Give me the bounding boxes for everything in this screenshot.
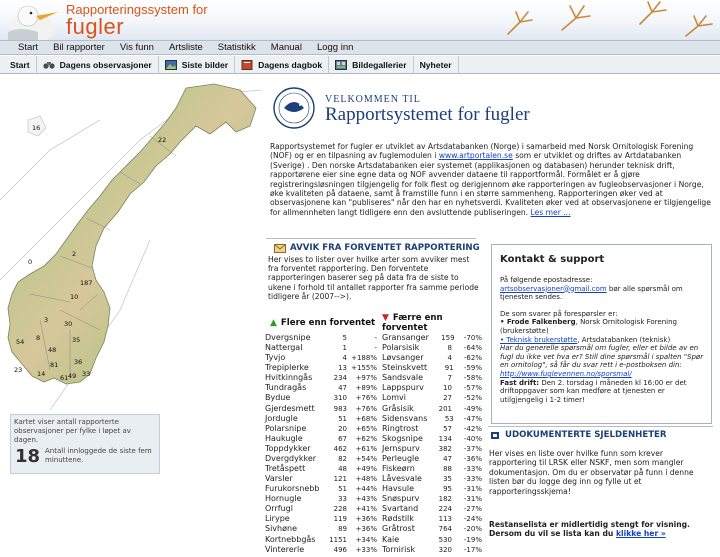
deviation-percent: -33% — [463, 465, 482, 474]
report-count: 134 — [438, 434, 452, 443]
table-row[interactable] — [382, 474, 482, 484]
map-count: 61 — [60, 374, 69, 382]
less-than-expected-header — [382, 313, 462, 333]
avvik-section-title — [274, 243, 480, 253]
map-count: 14 — [37, 370, 46, 378]
species-name[interactable]: Gransanger — [382, 333, 429, 342]
report-count: 35 — [443, 475, 452, 484]
species-name[interactable]: Gråsisik — [382, 403, 414, 413]
map-count: 16 — [32, 124, 41, 132]
gallery-icon — [335, 60, 347, 70]
deviation-percent: -49% — [463, 404, 482, 413]
udok-section-title — [490, 430, 667, 440]
menu-manual[interactable]: Manual — [270, 42, 302, 53]
deviation-percent: +49% — [355, 465, 377, 474]
site-title-top: Rapporteringssystem for — [66, 2, 208, 17]
deviation-percent: -20% — [463, 525, 482, 534]
deviation-percent: +36% — [355, 515, 377, 524]
report-count: 51 — [338, 414, 347, 423]
submenu-dagens-observasjoner[interactable] — [37, 56, 159, 74]
table-row[interactable] — [382, 424, 482, 434]
more-than-expected-header — [270, 318, 375, 328]
species-name[interactable]: Lappspurv — [382, 383, 424, 393]
report-count: 4 — [447, 354, 452, 363]
table-row[interactable] — [265, 464, 377, 474]
more-than-expected-table — [265, 333, 377, 555]
table-row[interactable] — [265, 343, 377, 353]
map-count: 81 — [50, 361, 59, 369]
udok-description: Her vises en liste over hvilke funn som krever rapportering til LRSK eller NSKF, men som mangler dokumentasjon. Om du er observatør på funn i denne listen bør du logge deg inn og fylle ut et rapporteringsskjema! — [489, 449, 694, 496]
species-name[interactable]: Ringtrost — [382, 423, 419, 433]
intro-text — [270, 142, 712, 217]
table-row[interactable] — [382, 353, 482, 363]
report-count: 983 — [333, 404, 347, 413]
species-name[interactable]: Haukugle — [265, 433, 303, 443]
deviation-percent: - — [374, 334, 377, 342]
report-count: 13 — [338, 364, 347, 373]
menu-vis-funn[interactable]: Vis funn — [119, 42, 154, 53]
arrow-down-icon: ▼ — [382, 313, 389, 323]
deviation-percent: -17% — [463, 545, 482, 554]
contact-italic: Har du generelle spørsmål om fugler, eller et bilde av en fugl du ikke vet hva er? Still dine spørsmål i spalten "Spør en ornitolog", så får du svar rett i e-postboksen din: — [500, 344, 704, 370]
report-count: 182 — [438, 495, 452, 504]
submenu-label: Bildegallerier — [352, 59, 407, 70]
report-count: 496 — [333, 545, 347, 554]
contact-forum-intro: De som svarer på forespørsler er: — [500, 309, 618, 318]
report-count: 91 — [444, 364, 454, 373]
species-name[interactable]: Jernspurv — [382, 443, 420, 453]
map-count: 33 — [82, 370, 91, 378]
species-name[interactable]: Låvesvale — [382, 474, 422, 484]
report-count: 20 — [338, 424, 347, 433]
species-name[interactable]: Fiskeørn — [382, 464, 415, 474]
table-row[interactable] — [382, 444, 482, 454]
report-count: 57 — [443, 424, 452, 433]
deviation-percent: -59% — [463, 364, 482, 373]
table-row[interactable] — [265, 434, 377, 444]
species-name[interactable]: Vintererle — [265, 544, 305, 554]
report-count: 382 — [438, 444, 452, 453]
table-row[interactable] — [265, 393, 377, 403]
report-count: 530 — [438, 535, 452, 544]
table-row[interactable] — [382, 504, 482, 514]
report-count: 67 — [338, 434, 347, 443]
read-more-link[interactable]: Les mer ... — [530, 207, 571, 217]
report-count: 95 — [443, 485, 452, 494]
species-name[interactable]: Sidensvans — [382, 413, 428, 423]
welcome-title: Rapportsystemet for fugler — [325, 104, 530, 125]
report-count: 113 — [438, 515, 452, 524]
submenu-start[interactable]: Start — [4, 56, 37, 74]
report-count: 10 — [443, 384, 452, 393]
submenu-bildegallerier[interactable] — [329, 56, 413, 74]
report-count: 310 — [333, 394, 347, 403]
divider — [488, 426, 713, 427]
species-name[interactable]: Perleugle — [382, 453, 420, 463]
table-row[interactable] — [265, 504, 377, 514]
report-count: 121 — [333, 475, 347, 484]
contact-person2-role: , Artsdatabanken (teknisk) — [577, 335, 671, 344]
udok-note — [489, 520, 711, 539]
deviation-percent: -27% — [463, 505, 482, 514]
arrow-up-icon: ▲ — [270, 318, 277, 328]
contact-body — [500, 276, 706, 404]
table-row[interactable] — [382, 464, 482, 474]
table-row[interactable] — [265, 363, 377, 373]
online-count: 18 — [15, 446, 41, 467]
table-row[interactable] — [265, 333, 377, 343]
report-count: 27 — [443, 394, 452, 403]
report-count: 8 — [447, 344, 452, 353]
table-row[interactable] — [382, 383, 482, 393]
species-name[interactable]: Bydue — [265, 393, 291, 403]
species-name[interactable]: Hvitkinngås — [265, 373, 313, 383]
less-than-expected-table — [382, 333, 482, 555]
contact-email-intro: På følgende epostadresse: — [500, 276, 593, 284]
table-row[interactable] — [265, 383, 377, 393]
site-title-main: fugler — [66, 14, 125, 39]
deviation-percent: +76% — [355, 394, 377, 403]
online-count-label: Antall innloggede de siste fem minuttene. — [45, 447, 152, 464]
table-row[interactable] — [265, 373, 377, 383]
deviation-percent: +188% — [351, 354, 377, 363]
map-count: 10 — [70, 293, 79, 301]
site-header — [0, 0, 720, 40]
report-count: 228 — [333, 505, 347, 514]
fuglevennen-link[interactable]: http://www.fuglevennen.no/sporsmal/ — [500, 369, 632, 378]
species-name[interactable]: Tornirisk — [382, 544, 416, 554]
deviation-percent: +41% — [355, 505, 377, 514]
table-row[interactable] — [382, 434, 482, 444]
table-row[interactable] — [382, 494, 482, 504]
table-row[interactable] — [265, 484, 377, 494]
species-name[interactable]: Sandsvale — [382, 373, 424, 383]
deviation-percent: -33% — [463, 475, 482, 484]
report-count: 119 — [333, 515, 347, 524]
map-count: 187 — [80, 279, 93, 287]
submenu-nyheter[interactable] — [414, 56, 459, 74]
intro-part2: som er utviklet og driftes av Artdatabanken (Sverige) . Den norske Artsdatabanken eier systemet (applikasjonen og databasen) herunder teknisk drift, rapportørene eier sine egne data og NOF avvender dataene til rapportformål. Formålet er å gjøre registreringsløsningen tilgjengelig for folk flest og derigjennom øke rapporteringen av fugleobservasjoner i Norge, øke kvaliteten på dataene, samt å framstille funn i en større sammenheng. Rapporteringen øker ved at observasjonene kan "publiseres" når den har en nyhetsverdi. Kvaliteten øker ved at observasjonene er tilgjengelige for allmennheten langt tidligere enn den avsluttende publiseringen. — [270, 151, 711, 217]
envelope-icon — [274, 244, 286, 253]
deviation-percent: -40% — [463, 434, 482, 443]
deviation-percent: +36% — [355, 525, 377, 534]
less-header-label: Færre enn forventet — [382, 313, 443, 333]
report-count: 51 — [338, 485, 347, 494]
deviation-percent: +155% — [351, 364, 377, 373]
map-count: 36 — [74, 358, 83, 366]
avvik-description: Her vises to lister over hvilke arter som avviker mest fra forventet rapportering. Den forventete rapporteringen baserer seg på data fra de siste to ukene i forhold til antallet rapporter fra samme periode tidligere år (2007-->). — [268, 255, 479, 301]
species-name[interactable]: Skogsnipe — [382, 433, 423, 443]
species-name[interactable]: Hornugle — [265, 494, 302, 504]
bullet-icon — [490, 431, 500, 440]
deviation-percent: -58% — [463, 374, 482, 383]
deviation-percent: -47% — [463, 414, 482, 423]
menu-statistikk[interactable]: Statistikk — [217, 42, 256, 53]
map-info-box — [10, 414, 160, 474]
deviation-percent: +43% — [355, 495, 377, 504]
contact-email-link[interactable]: artsobservasjoner@gmail.com — [500, 284, 607, 293]
submenu-dagens-dagbok[interactable] — [235, 56, 329, 74]
deviation-percent: +44% — [355, 485, 377, 494]
species-name[interactable]: Kaie — [382, 534, 400, 544]
artportalen-link[interactable]: www.artportalen.se — [438, 151, 513, 161]
submenu-label: Siste bilder — [181, 59, 229, 70]
deviation-percent: -31% — [463, 495, 482, 504]
species-name[interactable]: Sivhøne — [265, 524, 297, 534]
report-count: 88 — [443, 465, 452, 474]
image-icon — [165, 60, 177, 70]
species-name[interactable]: Kortnebbgås — [265, 534, 316, 544]
map-count: 49 — [68, 372, 77, 380]
deviation-percent: +65% — [355, 424, 377, 433]
contact-email-suffix: bør alle spørsmål om tjenesten sendes. — [500, 284, 683, 302]
report-count: 224 — [438, 505, 452, 514]
species-name[interactable]: Polarsnipe — [265, 423, 307, 433]
deviation-percent: +34% — [355, 535, 377, 544]
species-name[interactable]: Trepiplerke — [265, 363, 309, 373]
report-count: 159 — [441, 334, 455, 342]
deviation-percent: +89% — [355, 384, 377, 393]
deviation-percent: -70% — [463, 334, 482, 342]
table-row[interactable] — [265, 494, 377, 504]
deviation-percent: +62% — [355, 434, 377, 443]
report-count: 33 — [338, 495, 347, 504]
species-name[interactable]: Rødstilk — [382, 514, 414, 524]
map-count: 48 — [48, 346, 57, 354]
table-row[interactable] — [265, 514, 377, 524]
report-count: 320 — [438, 545, 452, 554]
deviation-percent: -62% — [463, 354, 482, 363]
bird-tracks-icon — [480, 0, 720, 40]
table-row[interactable] — [382, 524, 482, 534]
species-name[interactable]: Gjerdesmett — [265, 403, 315, 413]
deviation-percent: +61% — [355, 444, 377, 453]
map-count: 8 — [36, 334, 41, 342]
species-name[interactable]: Orrfugl — [265, 504, 293, 514]
submenu-label: Dagens dagbok — [258, 59, 323, 70]
map-count: 22 — [158, 136, 167, 144]
table-row[interactable] — [265, 424, 377, 434]
map-count: 2 — [72, 250, 77, 258]
contact-person1: • Frode Falkenberg — [500, 318, 576, 327]
deviation-percent: -57% — [463, 384, 482, 393]
table-row[interactable] — [382, 545, 482, 555]
submenu-label: Dagens observasjoner — [59, 59, 152, 70]
more-header-label: Flere enn forventet — [280, 318, 376, 328]
table-row[interactable] — [382, 363, 482, 373]
table-row[interactable] — [265, 454, 377, 464]
table-row[interactable] — [265, 524, 377, 534]
species-name[interactable]: Dvergdykker — [265, 453, 317, 463]
species-name[interactable]: Polarsisik — [382, 343, 420, 353]
table-row[interactable] — [382, 343, 482, 353]
table-row[interactable] — [382, 404, 482, 414]
species-name[interactable]: Snøspurv — [382, 494, 420, 504]
table-row[interactable] — [382, 373, 482, 383]
species-name[interactable]: Dvergsnipe — [265, 333, 311, 342]
report-count: 82 — [338, 454, 347, 463]
welcome-kicker: VELKOMMEN TIL — [325, 94, 421, 105]
report-count: 201 — [438, 404, 452, 413]
report-count: 1 — [342, 344, 347, 353]
contact-person1-role: , Norsk Ornitologisk Forening (brukerstøtte) — [500, 318, 677, 335]
contact-box — [491, 244, 712, 424]
deviation-percent: -52% — [463, 394, 482, 403]
species-name[interactable]: Lirype — [265, 514, 290, 524]
report-count: 234 — [333, 374, 347, 383]
menu-logg-inn[interactable]: Logg inn — [316, 42, 354, 53]
fast-drift-label: Fast drift: — [500, 378, 540, 387]
species-name[interactable]: Gråtrost — [382, 524, 415, 534]
map-caption: Kartet viser antall rapporterte observasjoner per fylke i løpet av dagen. — [14, 418, 131, 444]
deviation-percent: -19% — [463, 535, 482, 544]
species-name[interactable]: Toppdykker — [265, 443, 311, 453]
species-name[interactable]: Tyvjo — [265, 353, 286, 363]
udok-note-text: Restanselista er midlertidig stengt for visning. Dersom du vil se lista kan du — [489, 520, 690, 539]
gull-logo-icon[interactable] — [0, 0, 60, 40]
map-count: 30 — [64, 320, 73, 328]
map-count: 0 — [28, 258, 33, 266]
deviation-percent: -37% — [463, 444, 482, 453]
table-row[interactable] — [265, 404, 377, 414]
table-row[interactable] — [382, 414, 482, 424]
norway-map[interactable] — [0, 80, 262, 410]
species-name[interactable]: Jordugle — [265, 413, 298, 423]
report-count: 47 — [338, 384, 347, 393]
udok-title-text: UDOKUMENTERTE SJELDENHETER — [505, 430, 667, 440]
table-row[interactable] — [382, 393, 482, 403]
species-name[interactable]: Nattergal — [265, 343, 303, 353]
species-name[interactable]: Lomvi — [382, 393, 406, 403]
table-row[interactable] — [265, 535, 377, 545]
map-count: 54 — [16, 338, 25, 346]
table-row[interactable] — [382, 454, 482, 464]
menu-artsliste[interactable]: Artsliste — [168, 42, 203, 53]
deviation-percent: -42% — [463, 424, 482, 433]
table-row[interactable] — [382, 333, 482, 343]
deviation-percent: +33% — [355, 545, 377, 554]
map-count: 23 — [14, 366, 23, 374]
menu-start[interactable]: Start — [18, 42, 39, 53]
table-row[interactable] — [265, 474, 377, 484]
map-count: 3 — [44, 316, 49, 324]
deviation-percent: +97% — [355, 374, 377, 383]
report-count: 1151 — [329, 535, 347, 544]
species-name[interactable]: Furukorsnebb — [265, 484, 320, 494]
report-count: 764 — [438, 525, 452, 534]
report-count: 7 — [447, 374, 452, 383]
species-name[interactable]: Steinskvett — [382, 363, 428, 373]
submenu-label: Nyheter — [419, 59, 452, 70]
deviation-percent: +76% — [355, 404, 377, 413]
species-name[interactable]: Varsler — [265, 474, 293, 484]
deviation-percent: -24% — [463, 515, 482, 524]
table-row[interactable] — [382, 514, 482, 524]
avvik-title-text: AVVIK FRA FORVENTET RAPPORTERING — [290, 243, 480, 253]
report-count: 462 — [333, 444, 347, 453]
submenu-siste-bilder[interactable] — [159, 56, 235, 74]
table-row[interactable] — [265, 353, 377, 363]
main-menu — [0, 40, 720, 55]
click-here-link[interactable]: klikke her » — [615, 529, 666, 539]
report-count: 5 — [342, 334, 347, 342]
binoculars-icon — [43, 60, 55, 70]
fast-drift-text: Den 2. torsdag i måneden kl 16:00 er det driftoppgaver som kan medføre at tjenesten er utilgjengelig i 1-2 timer! — [500, 378, 687, 404]
deviation-percent: +54% — [355, 454, 377, 463]
map-count: 35 — [72, 336, 81, 344]
species-name[interactable]: Tretåspett — [265, 464, 306, 474]
table-row[interactable] — [265, 444, 377, 454]
contact-title: Kontakt & support — [500, 254, 605, 265]
deviation-percent: - — [374, 344, 377, 353]
menu-bil-rapporter[interactable]: Bil rapporter — [53, 42, 105, 53]
deviation-percent: -31% — [463, 485, 482, 494]
deviation-percent: -64% — [463, 344, 482, 353]
deviation-percent: -36% — [463, 454, 482, 463]
report-count: 4 — [342, 354, 347, 363]
nof-logo-icon[interactable] — [272, 86, 316, 130]
table-row[interactable] — [265, 545, 377, 555]
species-name[interactable]: Løvsanger — [382, 353, 424, 363]
report-count: 47 — [443, 454, 452, 463]
sub-menu — [0, 56, 720, 74]
species-name[interactable]: Svartand — [382, 504, 419, 514]
tech-support-link[interactable]: • Teknisk brukerstøtte — [500, 335, 578, 344]
species-name[interactable]: Tundragås — [265, 383, 307, 393]
report-count: 89 — [338, 525, 347, 534]
deviation-percent: +48% — [355, 475, 377, 484]
deviation-percent: +68% — [355, 414, 377, 423]
report-count: 48 — [338, 465, 347, 474]
intro-part1: Rapportsystemet for fugler er utviklet av Artsdatabanken (Norge) i samarbeid med Norsk Ornitologisk Forening (NOF) og er en tilpasning av fuglemodulen i — [270, 142, 694, 161]
table-row[interactable] — [265, 414, 377, 424]
divider — [266, 238, 476, 239]
table-row[interactable] — [382, 484, 482, 494]
book-icon — [241, 60, 253, 70]
table-row[interactable] — [382, 535, 482, 545]
report-count: 53 — [444, 414, 454, 423]
species-name[interactable]: Havsule — [382, 484, 415, 494]
